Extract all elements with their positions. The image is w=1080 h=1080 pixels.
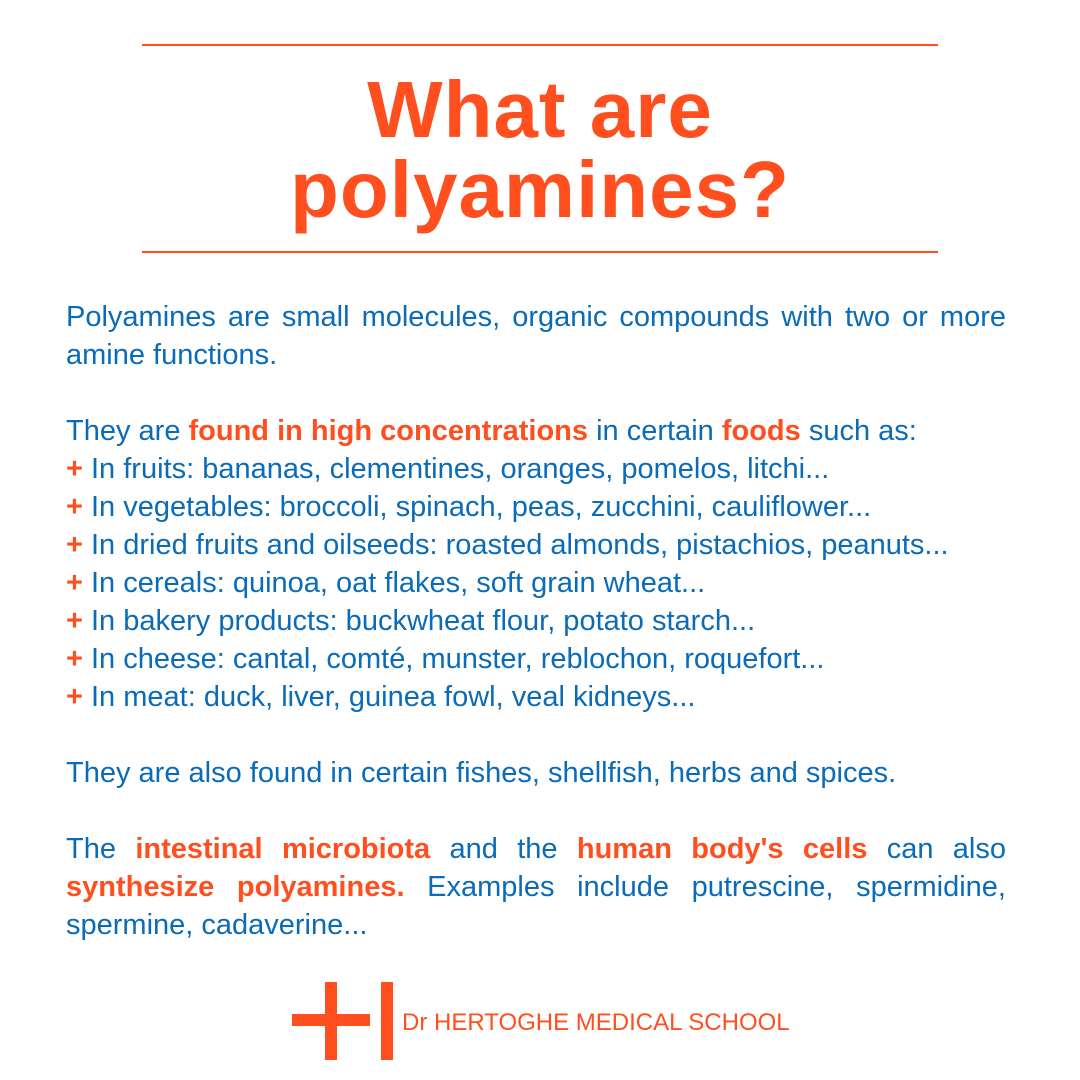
- title-line-2: polyamines?: [289, 145, 791, 234]
- highlight: foods: [721, 415, 801, 447]
- food-list-text: In dried fruits and oilseeds: roasted almonds, pistachios, peanuts...: [91, 529, 949, 561]
- foods-section: [66, 412, 1006, 716]
- food-list-text: In cereals: quinoa, oat flakes, soft grain wheat...: [91, 567, 706, 599]
- highlight: found in high concentrations: [188, 415, 589, 447]
- plus-icon: +: [66, 453, 83, 485]
- food-list-item: [66, 526, 1006, 564]
- plus-icon: +: [66, 605, 83, 637]
- plus-icon: +: [66, 491, 83, 523]
- text: and the: [430, 833, 577, 865]
- cross-icon-bar: [292, 1014, 370, 1026]
- food-list-text: In bakery products: buckwheat flour, potato starch...: [91, 605, 756, 637]
- food-list-item: [66, 450, 1006, 488]
- plus-icon: +: [66, 529, 83, 561]
- text: such as:: [800, 415, 917, 447]
- plus-icon: +: [66, 643, 83, 675]
- text: They are: [66, 415, 189, 447]
- top-divider: [142, 44, 938, 46]
- food-list-item: [66, 564, 1006, 602]
- food-list-text: In vegetables: broccoli, spinach, peas, zucchini, cauliflower...: [91, 491, 872, 523]
- plus-icon: +: [66, 681, 83, 713]
- plus-icon: +: [66, 567, 83, 599]
- foods-lead: [66, 412, 1006, 450]
- logo-bar: [381, 982, 393, 1060]
- intro-paragraph: Polyamines are small molecules, organic compounds with two or more amine functions.: [66, 301, 1006, 371]
- text: The: [66, 833, 136, 865]
- also-paragraph: They are also found in certain fishes, shellfish, herbs and spices.: [66, 757, 897, 789]
- text: Examples include putrescine, spermidine, spermine, cadaverine...: [66, 871, 1006, 941]
- text: in certain: [588, 415, 722, 447]
- highlight: human body's cells: [576, 833, 868, 865]
- food-list-item: [66, 678, 1006, 716]
- logo: [292, 982, 812, 1060]
- highlight: synthesize polyamines.: [66, 871, 405, 903]
- food-list-text: In meat: duck, liver, guinea fowl, veal kidneys...: [91, 681, 696, 713]
- page-title: [0, 65, 1080, 234]
- bottom-divider: [142, 251, 938, 253]
- food-list-item: [66, 640, 1006, 678]
- text: can also: [867, 833, 1007, 865]
- food-list-item: [66, 602, 1006, 640]
- food-list-text: In cheese: cantal, comté, munster, reblochon, roquefort...: [91, 643, 825, 675]
- logo-text: Dr HERTOGHE MEDICAL SCHOOL: [402, 1009, 790, 1036]
- synth-paragraph: [66, 830, 1006, 944]
- highlight: intestinal microbiota: [135, 833, 431, 865]
- title-line-1: What are: [367, 65, 713, 154]
- body-text: [66, 298, 1006, 982]
- food-list-text: In fruits: bananas, clementines, oranges, pomelos, litchi...: [91, 453, 830, 485]
- food-list-item: [66, 488, 1006, 526]
